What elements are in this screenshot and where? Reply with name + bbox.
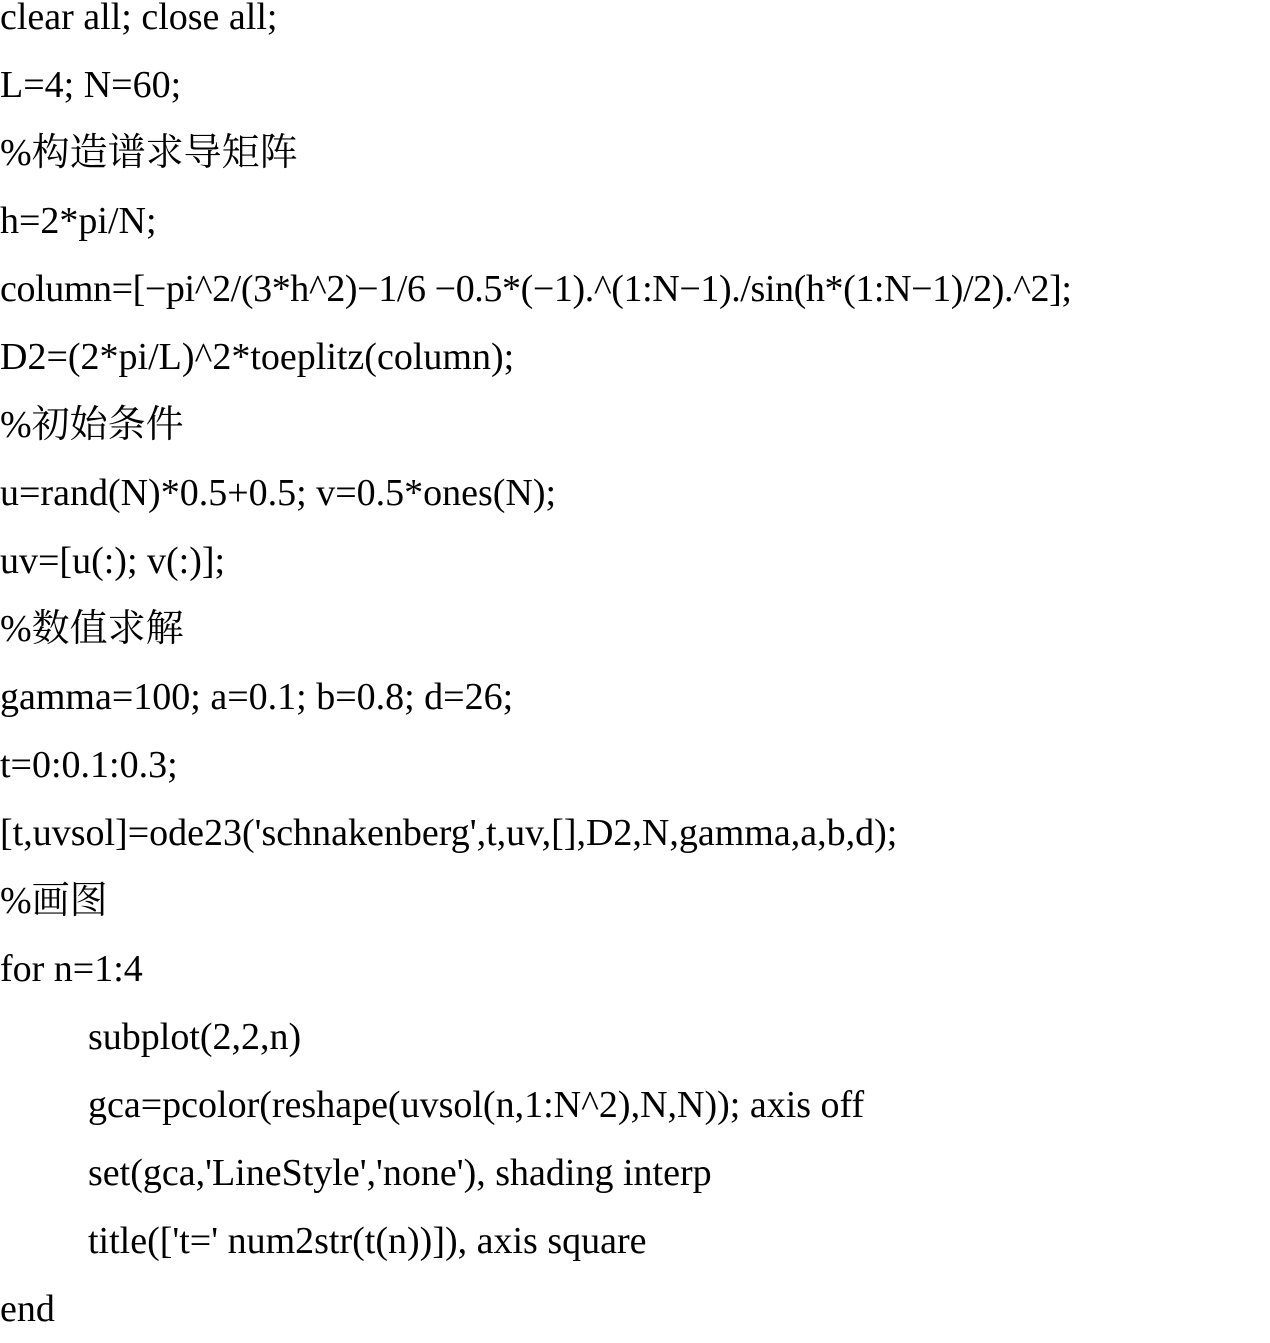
code-line-coefficients: gamma=100; a=0.1; b=0.8; d=26; [0, 676, 514, 718]
code-line-pcolor: gca=pcolor(reshape(uvsol(n,1:N^2),N,N)); axis off [88, 1084, 865, 1126]
comment-plot: %画图 [0, 880, 108, 922]
code-line-time: t=0:0.1:0.3; [0, 744, 178, 786]
code-line-d2: D2=(2*pi/L)^2*toeplitz(column); [0, 336, 515, 378]
code-line-params: L=4; N=60; [0, 64, 182, 106]
comment-build-matrix: %构造谱求导矩阵 [0, 132, 298, 174]
code-line-subplot: subplot(2,2,n) [88, 1016, 302, 1058]
code-line-uv-init: u=rand(N)*0.5+0.5; v=0.5*ones(N); [0, 472, 557, 514]
code-line-set: set(gca,'LineStyle','none'), shading interp [88, 1152, 712, 1194]
code-line-clear: clear all; close all; [0, 0, 278, 38]
code-line-title: title(['t=' num2str(t(n))]), axis square [88, 1220, 647, 1262]
code-line-column: column=[−pi^2/(3*h^2)−1/6 −0.5*(−1).^(1:N−1)./sin(h*(1:N−1)/2).^2]; [0, 268, 1072, 310]
code-line-ode23: [t,uvsol]=ode23('schnakenberg',t,uv,[],D2,N,gamma,a,b,d); [0, 812, 898, 854]
comment-numerical-solution: %数值求解 [0, 608, 184, 650]
code-line-for: for n=1:4 [0, 948, 143, 990]
comment-initial-conditions: %初始条件 [0, 404, 184, 446]
code-line-end: end [0, 1288, 55, 1330]
code-line-uv-stack: uv=[u(:); v(:)]; [0, 540, 226, 582]
code-line-h: h=2*pi/N; [0, 200, 157, 242]
